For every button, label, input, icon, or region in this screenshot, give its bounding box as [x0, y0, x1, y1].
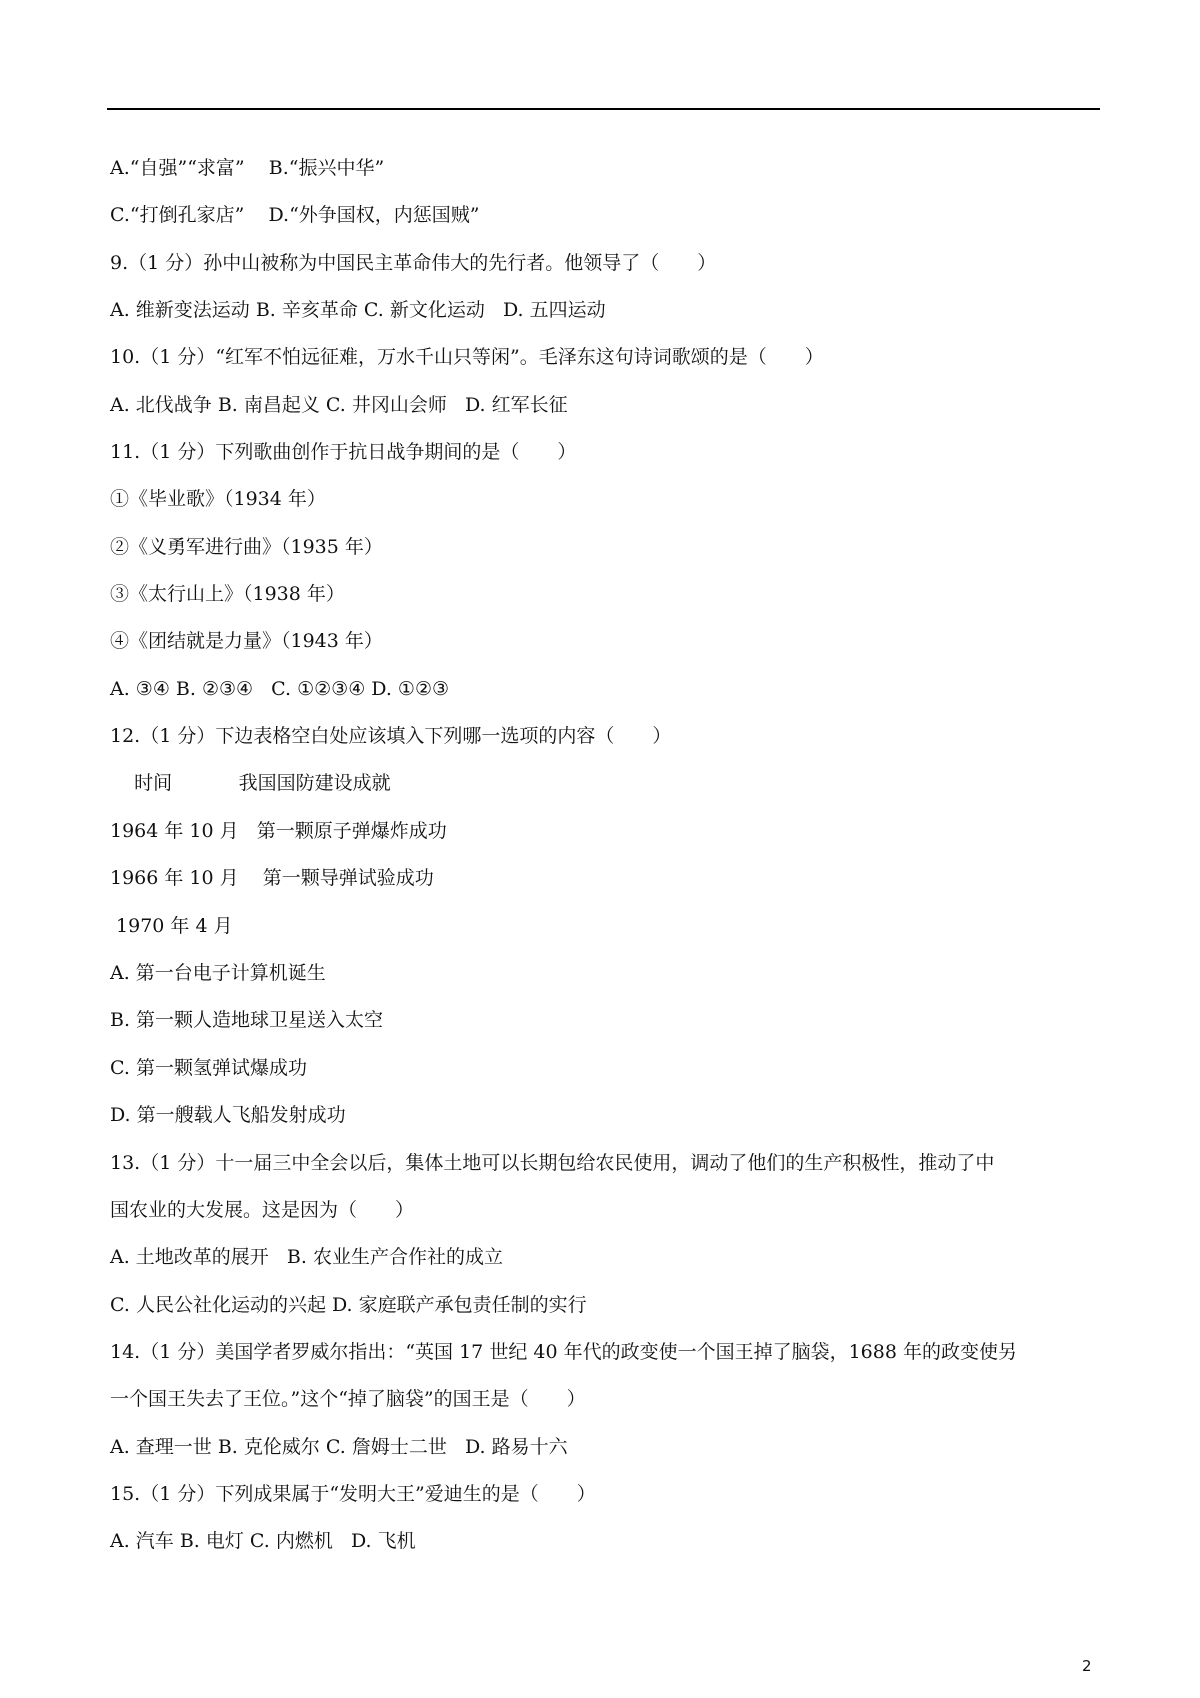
question-9: 9.（1 分）孙中山被称为中国民主革命伟大的先行者。他领导了（ ）	[110, 252, 717, 274]
text-line: ②《义勇军进行曲》（1935 年）	[110, 536, 383, 558]
text-line: A. 查理一世 B. 克伦威尔 C. 詹姆士二世 D. 路易十六	[110, 1436, 568, 1458]
text-line: A. 北伐战争 B. 南昌起义 C. 井冈山会师 D. 红军长征	[110, 394, 568, 416]
text-line: 国农业的大发展。这是因为（ ）	[110, 1199, 415, 1221]
table-row: 1964 年 10 月 第一颗原子弹爆炸成功	[110, 820, 447, 842]
text-line: ③《太行山上》（1938 年）	[110, 583, 345, 605]
page-number: 2	[1082, 1657, 1092, 1675]
text-line: D. 第一艘载人飞船发射成功	[110, 1104, 346, 1126]
text-line: A. 汽车 B. 电灯 C. 内燃机 D. 飞机	[110, 1530, 416, 1552]
text-line: A. 土地改革的展开 B. 农业生产合作社的成立	[110, 1246, 503, 1268]
text-line: B. 第一颗人造地球卫星送入太空	[110, 1009, 384, 1031]
table-row: 1970 年 4 月	[110, 915, 233, 937]
text-line: C.“打倒孔家店” D.“外争国权，内惩国贼”	[110, 204, 480, 226]
table-row: 1966 年 10 月 第一颗导弹试验成功	[110, 867, 434, 889]
question-13: 13.（1 分）十一届三中全会以后，集体土地可以长期包给农民使用，调动了他们的生产积极性，推动了中	[110, 1152, 995, 1174]
text-line: A. 维新变法运动 B. 辛亥革命 C. 新文化运动 D. 五四运动	[110, 299, 606, 321]
question-14: 14.（1 分）美国学者罗威尔指出：“英国 17 世纪 40 年代的政变使一个国王掉了脑袋，1688 年的政变使另	[110, 1341, 1017, 1363]
text-line: C. 第一颗氢弹试爆成功	[110, 1057, 307, 1079]
text-line: ④《团结就是力量》（1943 年）	[110, 630, 383, 652]
question-10: 10.（1 分）“红军不怕远征难，万水千山只等闲”。毛泽东这句诗词歌颂的是（ ）	[110, 346, 824, 368]
text-line: A.“自强”“求富” B.“振兴中华”	[110, 157, 385, 179]
table-header: 时间 我国国防建设成就	[110, 772, 391, 794]
text-line: A. 第一台电子计算机诞生	[110, 962, 326, 984]
text-line: ①《毕业歌》（1934 年）	[110, 488, 326, 510]
question-11: 11.（1 分）下列歌曲创作于抗日战争期间的是（ ）	[110, 441, 577, 463]
header-rule	[107, 108, 1100, 110]
text-line: A. ③④ B. ②③④ C. ①②③④ D. ①②③	[110, 678, 450, 700]
question-15: 15.（1 分）下列成果属于“发明大王”爱迪生的是（ ）	[110, 1483, 596, 1505]
text-line: 一个国王失去了王位。”这个“掉了脑袋”的国王是（ ）	[110, 1388, 586, 1410]
text-line: C. 人民公社化运动的兴起 D. 家庭联产承包责任制的实行	[110, 1294, 587, 1316]
question-12: 12.（1 分）下边表格空白处应该填入下列哪一选项的内容（ ）	[110, 725, 672, 747]
